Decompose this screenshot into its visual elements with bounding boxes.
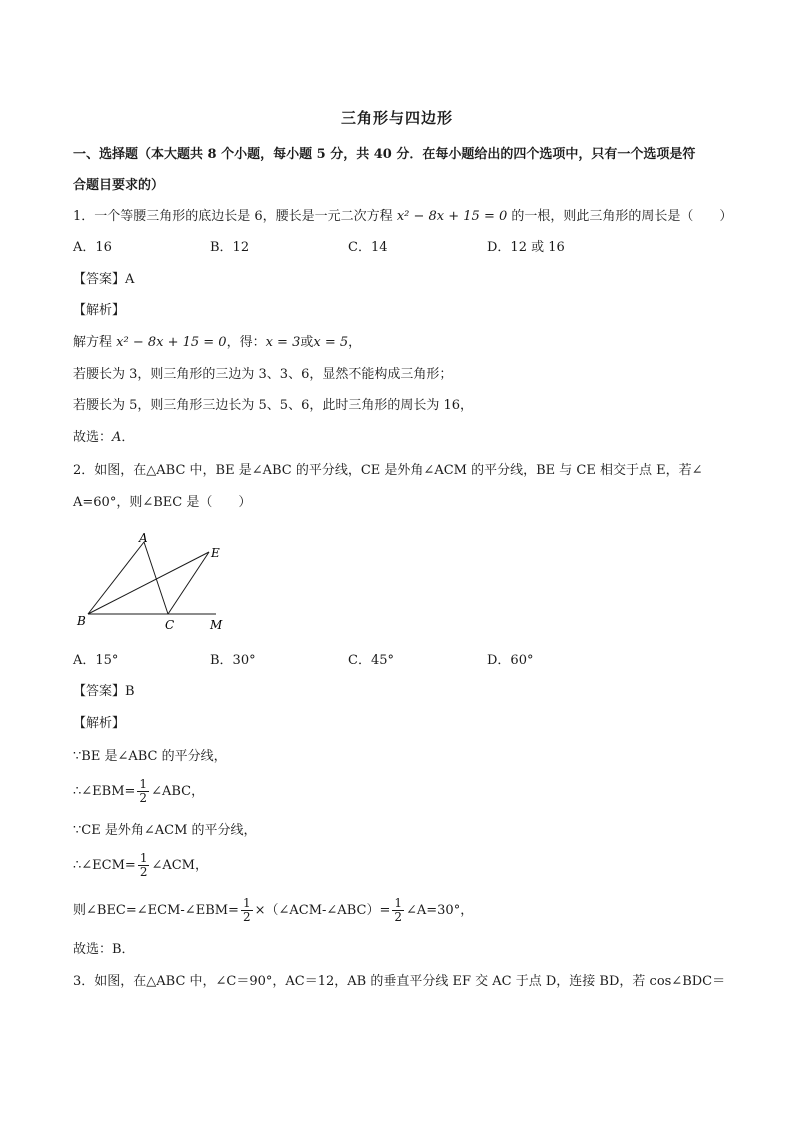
q1-option-c: C．14 [348, 240, 388, 255]
q1-solution-line-1 [73, 334, 361, 352]
q1-equation: x² − 8x + 15 = 0 [396, 209, 508, 224]
q1-option-b: B．12 [210, 240, 250, 255]
q1-sol1-text-a: 解方程 [73, 335, 117, 350]
q1-choice-end: ． [121, 430, 135, 445]
fraction-numerator: 1 [139, 851, 148, 865]
q1-sol1-or: 或 [300, 335, 314, 350]
q2-option-d: D．60° [487, 653, 534, 668]
fraction-denominator: 2 [394, 910, 402, 924]
q1-stem [73, 208, 732, 226]
q1-sol1-equation: x² − 8x + 15 = 0 [116, 335, 227, 350]
q1-stem-text-a: 1．一个等腰三角形的底边长是 6，腰长是一元二次方程 [73, 209, 397, 224]
q2-option-b: B．30° [210, 653, 256, 668]
q1-stem-text-b: 的一根，则此三角形的周长是（ ） [507, 209, 733, 224]
line-b-a [88, 542, 144, 614]
q1-option-a: A．16 [73, 240, 112, 255]
q1-answer: 【答案】A [73, 272, 135, 287]
q2-s4-text-b: ∠ACM， [151, 858, 208, 873]
q2-solution-line-2 [73, 775, 204, 809]
fraction-denominator: 2 [139, 791, 148, 805]
label-a: A [139, 531, 148, 545]
q2-answer: 【答案】B [73, 684, 135, 699]
q2-stem-line-1: 2．如图，在△ABC 中，BE 是∠ABC 的平分线，CE 是外角∠ACM 的平分线，BE 与 CE 相交于点 E，若∠ [73, 463, 703, 478]
label-e: E [211, 546, 220, 560]
section-heading-line-2: 合题目要求的） [73, 178, 165, 193]
q3-stem-line-1: 3．如图，在△ABC 中，∠C＝90°，AC＝12，AB 的垂直平分线 EF 交 AC 于点 D，连接 BD，若 cos∠BDC＝ [73, 974, 726, 989]
fraction-numerator: 1 [242, 896, 251, 910]
q2-s2-text-b: ∠ABC， [151, 784, 205, 799]
q2-choice: 故选：B． [73, 942, 135, 957]
q1-choice-letter: A [112, 430, 122, 445]
q2-s5-text-b: ×（∠ACM-∠ABC）= [254, 903, 391, 918]
q2-solution-line-1: ∵BE 是∠ABC 的平分线， [73, 749, 227, 764]
q2-solution-line-4 [73, 849, 208, 883]
q2-stem-line-2: A=60°，则∠BEC 是（ ） [73, 495, 252, 510]
label-b: B [77, 614, 86, 628]
page-title: 三角形与四边形 [340, 109, 453, 127]
q2-s2-text-a: ∴∠EBM= [73, 784, 136, 799]
fraction-numerator: 1 [139, 777, 148, 791]
fraction-one-half [392, 897, 404, 924]
fraction-denominator: 2 [242, 910, 251, 924]
q1-choice-text: 故选： [73, 430, 113, 445]
q2-option-a: A．15° [73, 653, 119, 668]
q2-analysis-label: 【解析】 [73, 716, 126, 731]
q1-solution-line-2: 若腰长为 3，则三角形的三边为 3、3、6，显然不能构成三角形； [73, 367, 453, 382]
q1-choice [73, 429, 134, 447]
fraction-one-half [138, 852, 150, 879]
line-a-c [144, 542, 168, 614]
q2-solution-line-5 [73, 894, 473, 928]
q2-s5-text-a: 则∠BEC=∠ECM-∠EBM= [73, 903, 239, 918]
q1-solution-line-3: 若腰长为 5，则三角形三边长为 5、5、6，此时三角形的周长为 16， [73, 398, 474, 413]
q1-option-d: D．12 或 16 [487, 240, 565, 255]
fraction-one-half [241, 897, 253, 924]
section-heading-line-1: 一、选择题（本大题共 8 个小题，每小题 5 分，共 40 分．在每小题给出的四个选项中，只有一个选项是符 [73, 147, 696, 162]
q1-sol1-text-b: ，得： [226, 335, 266, 350]
label-m: M [210, 618, 223, 632]
fraction-numerator: 1 [394, 896, 402, 910]
q2-s4-text-a: ∴∠ECM= [73, 858, 136, 873]
q2-option-c: C．45° [348, 653, 394, 668]
line-b-e [88, 552, 209, 614]
fraction-one-half [137, 778, 149, 805]
q1-sol1-root-2: x = 5 [313, 335, 349, 350]
label-c: C [165, 618, 175, 632]
q2-solution-line-3: ∵CE 是外角∠ACM 的平分线， [73, 823, 257, 838]
fraction-denominator: 2 [139, 865, 148, 879]
q2-triangle-figure [73, 530, 233, 635]
q2-s5-text-c: ∠A=30°， [405, 903, 474, 918]
q1-analysis-label: 【解析】 [73, 303, 126, 318]
line-c-e [168, 552, 209, 614]
q1-sol1-text-c: ， [348, 335, 362, 350]
q2-triangle-svg [73, 530, 233, 635]
q1-sol1-root-1: x = 3 [265, 335, 301, 350]
